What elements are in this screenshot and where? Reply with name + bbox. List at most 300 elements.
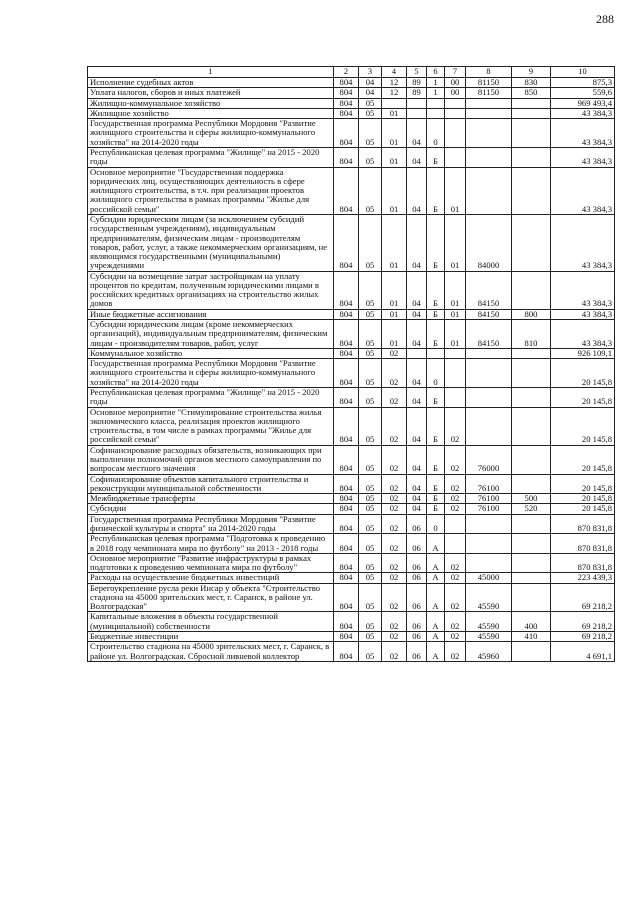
subsection-cell: 02	[382, 474, 407, 494]
direction-cell	[466, 359, 512, 388]
section-cell: 05	[359, 271, 382, 309]
table-row	[88, 642, 615, 662]
event-cell: 02	[445, 474, 466, 494]
gr-code-cell: 804	[334, 147, 359, 167]
program-cell: 06	[407, 573, 427, 583]
row-name: Капитальные вложения в объекты государственной (муниципальной) собственности	[88, 612, 334, 632]
event-cell: 00	[445, 88, 466, 98]
subprogram-cell: Б	[427, 407, 445, 445]
table-row	[88, 271, 615, 309]
expense-type-cell: 520	[512, 504, 551, 514]
amount-cell: 43 384,3	[551, 271, 615, 309]
section-cell: 05	[359, 573, 382, 583]
gr-code-cell: 804	[334, 320, 359, 349]
subprogram-cell: А	[427, 632, 445, 642]
program-cell: 04	[407, 388, 427, 408]
direction-cell	[466, 407, 512, 445]
gr-code-cell: 804	[334, 119, 359, 148]
event-cell: 02	[445, 573, 466, 583]
gr-code-cell: 804	[334, 88, 359, 98]
subsection-cell: 02	[382, 612, 407, 632]
program-cell: 04	[407, 147, 427, 167]
event-cell: 02	[445, 632, 466, 642]
header-cell: 7	[445, 67, 466, 78]
subprogram-cell	[427, 348, 445, 358]
subsection-cell: 02	[382, 514, 407, 534]
subprogram-cell: Б	[427, 504, 445, 514]
expense-type-cell: 500	[512, 494, 551, 504]
budget-table	[87, 66, 615, 662]
gr-code-cell: 804	[334, 583, 359, 612]
program-cell	[407, 98, 427, 108]
subsection-cell: 12	[382, 88, 407, 98]
expense-type-cell	[512, 348, 551, 358]
gr-code-cell: 804	[334, 474, 359, 494]
expense-type-cell: 810	[512, 320, 551, 349]
subsection-cell: 01	[382, 309, 407, 319]
section-cell: 05	[359, 320, 382, 349]
event-cell: 02	[445, 642, 466, 662]
subprogram-cell: 0	[427, 514, 445, 534]
gr-code-cell: 804	[334, 632, 359, 642]
program-cell: 06	[407, 632, 427, 642]
event-cell: 02	[445, 445, 466, 474]
row-name: Расходы на осуществление бюджетных инвестиций	[88, 573, 334, 583]
section-cell: 05	[359, 98, 382, 108]
event-cell	[445, 514, 466, 534]
program-cell: 04	[407, 271, 427, 309]
section-cell: 05	[359, 494, 382, 504]
event-cell: 02	[445, 553, 466, 573]
subsection-cell: 02	[382, 534, 407, 554]
row-name: Субсидии	[88, 504, 334, 514]
gr-code-cell: 804	[334, 504, 359, 514]
row-name: Государственная программа Республики Мордовия "Развитие жилищного строительства и сферы жилищно-коммунального хозяйства" на 2014-2020 годы	[88, 359, 334, 388]
gr-code-cell: 804	[334, 514, 359, 534]
event-cell	[445, 108, 466, 118]
event-cell: 01	[445, 214, 466, 271]
table-row	[88, 108, 615, 118]
gr-code-cell: 804	[334, 214, 359, 271]
table-row	[88, 78, 615, 88]
amount-cell: 20 145,8	[551, 388, 615, 408]
gr-code-cell: 804	[334, 534, 359, 554]
direction-cell	[466, 348, 512, 358]
table-row	[88, 553, 615, 573]
row-name: Жилищно-коммунальное хозяйство	[88, 98, 334, 108]
section-cell: 05	[359, 474, 382, 494]
expense-type-cell	[512, 514, 551, 534]
direction-cell: 84000	[466, 214, 512, 271]
subsection-cell: 02	[382, 407, 407, 445]
subsection-cell: 02	[382, 445, 407, 474]
subprogram-cell: Б	[427, 445, 445, 474]
table-row	[88, 359, 615, 388]
amount-cell: 20 145,8	[551, 504, 615, 514]
expense-type-cell	[512, 167, 551, 214]
amount-cell: 20 145,8	[551, 359, 615, 388]
direction-cell: 84150	[466, 320, 512, 349]
program-cell: 04	[407, 494, 427, 504]
header-cell: 10	[551, 67, 615, 78]
expense-type-cell	[512, 98, 551, 108]
program-cell: 06	[407, 553, 427, 573]
event-cell	[445, 348, 466, 358]
subsection-cell: 02	[382, 504, 407, 514]
program-cell: 04	[407, 320, 427, 349]
gr-code-cell: 804	[334, 348, 359, 358]
subprogram-cell: Б	[427, 167, 445, 214]
amount-cell: 870 831,8	[551, 514, 615, 534]
event-cell	[445, 147, 466, 167]
header-cell: 1	[88, 67, 334, 78]
subprogram-cell: А	[427, 583, 445, 612]
expense-type-cell	[512, 388, 551, 408]
subsection-cell: 02	[382, 573, 407, 583]
subsection-cell: 02	[382, 632, 407, 642]
table-row	[88, 445, 615, 474]
table-row	[88, 612, 615, 632]
event-cell	[445, 359, 466, 388]
table-row	[88, 214, 615, 271]
row-name: Основное мероприятие "Государственная поддержка юридических лиц, осуществляющих деятельность в сфере жилищного строительства, в т.ч. при реализации проектов жилищного строительства в рамках программы "Жилье для российской семьи"	[88, 167, 334, 214]
table-row	[88, 514, 615, 534]
event-cell: 02	[445, 504, 466, 514]
gr-code-cell: 804	[334, 309, 359, 319]
amount-cell: 969 493,4	[551, 98, 615, 108]
program-cell: 04	[407, 359, 427, 388]
row-name: Основное мероприятие "Развитие инфраструктуры в рамках подготовки к проведению чемпионата мира по футболу"	[88, 553, 334, 573]
direction-cell: 45590	[466, 612, 512, 632]
table-row	[88, 573, 615, 583]
table-row	[88, 348, 615, 358]
header-cell: 2	[334, 67, 359, 78]
table-row	[88, 147, 615, 167]
direction-cell: 76100	[466, 474, 512, 494]
row-name: Государственная программа Республики Мордовия "Развитие физической культуры и спорта" на 2014-2020 годы	[88, 514, 334, 534]
amount-cell: 43 384,3	[551, 119, 615, 148]
subsection-cell: 01	[382, 214, 407, 271]
subsection-cell: 02	[382, 348, 407, 358]
section-cell: 05	[359, 388, 382, 408]
row-name: Государственная программа Республики Мордовия "Развитие жилищного строительства и сферы жилищно-коммунального хозяйства" на 2014-2020 годы	[88, 119, 334, 148]
subprogram-cell: А	[427, 612, 445, 632]
table-row	[88, 388, 615, 408]
gr-code-cell: 804	[334, 388, 359, 408]
expense-type-cell: 850	[512, 88, 551, 98]
row-name: Коммунальное хозяйство	[88, 348, 334, 358]
direction-cell	[466, 167, 512, 214]
gr-code-cell: 804	[334, 407, 359, 445]
gr-code-cell: 804	[334, 612, 359, 632]
program-cell: 06	[407, 514, 427, 534]
subsection-cell: 02	[382, 583, 407, 612]
direction-cell: 81150	[466, 78, 512, 88]
amount-cell: 223 439,3	[551, 573, 615, 583]
gr-code-cell: 804	[334, 494, 359, 504]
gr-code-cell: 804	[334, 573, 359, 583]
event-cell: 01	[445, 167, 466, 214]
section-cell: 05	[359, 612, 382, 632]
table-row	[88, 474, 615, 494]
amount-cell: 43 384,3	[551, 108, 615, 118]
amount-cell: 20 145,8	[551, 474, 615, 494]
direction-cell: 45590	[466, 583, 512, 612]
program-cell: 06	[407, 534, 427, 554]
direction-cell: 45590	[466, 632, 512, 642]
gr-code-cell: 804	[334, 553, 359, 573]
direction-cell: 76000	[466, 445, 512, 474]
amount-cell: 43 384,3	[551, 167, 615, 214]
subprogram-cell: Б	[427, 214, 445, 271]
direction-cell: 45960	[466, 642, 512, 662]
subprogram-cell: Б	[427, 271, 445, 309]
row-name: Софинансирование объектов капитального строительства и реконструкции муниципальной собственности	[88, 474, 334, 494]
event-cell: 02	[445, 583, 466, 612]
table-row	[88, 504, 615, 514]
direction-cell: 76100	[466, 494, 512, 504]
header-cell: 5	[407, 67, 427, 78]
row-name: Жилищное хозяйство	[88, 108, 334, 118]
gr-code-cell: 804	[334, 78, 359, 88]
row-name: Иные бюджетные ассигнования	[88, 309, 334, 319]
event-cell: 01	[445, 309, 466, 319]
table-row	[88, 320, 615, 349]
section-cell: 05	[359, 214, 382, 271]
program-cell: 04	[407, 504, 427, 514]
subsection-cell: 02	[382, 553, 407, 573]
section-cell: 05	[359, 359, 382, 388]
event-cell	[445, 388, 466, 408]
event-cell: 01	[445, 271, 466, 309]
amount-cell: 43 384,3	[551, 309, 615, 319]
direction-cell	[466, 98, 512, 108]
amount-cell: 20 145,8	[551, 407, 615, 445]
program-cell: 04	[407, 407, 427, 445]
section-cell: 05	[359, 309, 382, 319]
event-cell: 01	[445, 320, 466, 349]
program-cell: 04	[407, 167, 427, 214]
subprogram-cell: Б	[427, 320, 445, 349]
header-cell: 9	[512, 67, 551, 78]
gr-code-cell: 804	[334, 167, 359, 214]
expense-type-cell	[512, 147, 551, 167]
subprogram-cell: А	[427, 642, 445, 662]
expense-type-cell	[512, 108, 551, 118]
subprogram-cell: Б	[427, 147, 445, 167]
event-cell	[445, 534, 466, 554]
table-row	[88, 534, 615, 554]
event-cell: 00	[445, 78, 466, 88]
subprogram-cell	[427, 98, 445, 108]
amount-cell: 20 145,8	[551, 494, 615, 504]
section-cell: 05	[359, 553, 382, 573]
table-row	[88, 309, 615, 319]
row-name: Межбюджетные трансферты	[88, 494, 334, 504]
subprogram-cell: Б	[427, 494, 445, 504]
event-cell: 02	[445, 494, 466, 504]
subprogram-cell: А	[427, 553, 445, 573]
subsection-cell: 01	[382, 147, 407, 167]
gr-code-cell: 804	[334, 108, 359, 118]
amount-cell: 20 145,8	[551, 445, 615, 474]
table-row	[88, 88, 615, 98]
program-cell: 04	[407, 119, 427, 148]
expense-type-cell	[512, 271, 551, 309]
program-cell	[407, 108, 427, 118]
direction-cell: 81150	[466, 88, 512, 98]
section-cell: 05	[359, 514, 382, 534]
amount-cell: 875,3	[551, 78, 615, 88]
row-name: Исполнение судебных актов	[88, 78, 334, 88]
table-row	[88, 167, 615, 214]
gr-code-cell: 804	[334, 445, 359, 474]
expense-type-cell	[512, 583, 551, 612]
section-cell: 05	[359, 108, 382, 118]
header-cell: 8	[466, 67, 512, 78]
program-cell: 06	[407, 642, 427, 662]
subprogram-cell	[427, 108, 445, 118]
expense-type-cell	[512, 119, 551, 148]
direction-cell: 84150	[466, 309, 512, 319]
direction-cell	[466, 553, 512, 573]
expense-type-cell	[512, 534, 551, 554]
subsection-cell: 02	[382, 388, 407, 408]
row-name: Субсидии на возмещение затрат застройщикам на уплату процентов по кредитам, полученным юридическими лицами в российских кредитных организациях на строительство жилых домов	[88, 271, 334, 309]
subsection-cell: 12	[382, 78, 407, 88]
subprogram-cell: 0	[427, 359, 445, 388]
direction-cell	[466, 534, 512, 554]
direction-cell	[466, 514, 512, 534]
amount-cell: 926 109,1	[551, 348, 615, 358]
section-cell: 05	[359, 632, 382, 642]
amount-cell: 559,6	[551, 88, 615, 98]
expense-type-cell	[512, 214, 551, 271]
expense-type-cell: 400	[512, 612, 551, 632]
subprogram-cell: Б	[427, 309, 445, 319]
header-cell: 6	[427, 67, 445, 78]
subprogram-cell: 0	[427, 119, 445, 148]
program-cell: 04	[407, 445, 427, 474]
table-row	[88, 98, 615, 108]
row-name: Строительство стадиона на 45000 зрительских мест, г. Саранск, в районе ул. Волгоградская. Сбросной ливневой коллектор	[88, 642, 334, 662]
program-cell: 04	[407, 309, 427, 319]
event-cell	[445, 119, 466, 148]
gr-code-cell: 804	[334, 98, 359, 108]
subsection-cell: 01	[382, 320, 407, 349]
subprogram-cell: А	[427, 534, 445, 554]
subsection-cell: 02	[382, 494, 407, 504]
section-cell: 05	[359, 348, 382, 358]
expense-type-cell: 410	[512, 632, 551, 642]
table-header-row	[88, 67, 615, 78]
section-cell: 05	[359, 445, 382, 474]
table-row	[88, 494, 615, 504]
subprogram-cell: Б	[427, 474, 445, 494]
row-name: Субсидии юридическим лицам (за исключением субсидий государственным учреждениям), индивидуальным предпринимателям, физическим лицам - производителям товаров, работ, услуг, а также некоммерческим организациям, не являющимся государственными (муниципальными) учреждениями	[88, 214, 334, 271]
subsection-cell: 01	[382, 108, 407, 118]
row-name: Бюджетные инвестиции	[88, 632, 334, 642]
subsection-cell: 02	[382, 642, 407, 662]
subsection-cell: 01	[382, 119, 407, 148]
amount-cell: 69 218,2	[551, 612, 615, 632]
direction-cell: 76100	[466, 504, 512, 514]
subprogram-cell: 1	[427, 78, 445, 88]
event-cell	[445, 98, 466, 108]
direction-cell	[466, 147, 512, 167]
subsection-cell: 01	[382, 271, 407, 309]
section-cell: 05	[359, 167, 382, 214]
direction-cell	[466, 119, 512, 148]
row-name: Уплата налогов, сборов и иных платежей	[88, 88, 334, 98]
section-cell: 04	[359, 88, 382, 98]
amount-cell: 43 384,3	[551, 214, 615, 271]
direction-cell: 84150	[466, 271, 512, 309]
section-cell: 05	[359, 147, 382, 167]
table-row	[88, 407, 615, 445]
program-cell: 06	[407, 612, 427, 632]
subprogram-cell: А	[427, 573, 445, 583]
gr-code-cell: 804	[334, 642, 359, 662]
header-cell: 3	[359, 67, 382, 78]
gr-code-cell: 804	[334, 271, 359, 309]
program-cell: 89	[407, 88, 427, 98]
amount-cell: 43 384,3	[551, 320, 615, 349]
subprogram-cell: Б	[427, 388, 445, 408]
page-number: 288	[596, 12, 614, 26]
row-name: Берегоукрепление русла реки Инсар у объекта "Строительство стадиона на 45000 зрительских мест, г. Саранск, в районе ул. Волгоградская"	[88, 583, 334, 612]
amount-cell: 870 831,8	[551, 534, 615, 554]
amount-cell: 4 691,1	[551, 642, 615, 662]
row-name: Республиканская целевая программа "Подготовка к проведению в 2018 году чемпионата мира по футболу" на 2013 - 2018 годы	[88, 534, 334, 554]
expense-type-cell	[512, 474, 551, 494]
amount-cell: 870 831,8	[551, 553, 615, 573]
subsection-cell: 01	[382, 167, 407, 214]
section-cell: 05	[359, 504, 382, 514]
header-cell: 4	[382, 67, 407, 78]
amount-cell: 69 218,2	[551, 632, 615, 642]
section-cell: 05	[359, 119, 382, 148]
program-cell: 06	[407, 583, 427, 612]
expense-type-cell: 830	[512, 78, 551, 88]
event-cell: 02	[445, 407, 466, 445]
table-row	[88, 583, 615, 612]
row-name: Республиканская целевая программа "Жилище" на 2015 - 2020 годы	[88, 388, 334, 408]
subsection-cell: 02	[382, 359, 407, 388]
program-cell	[407, 348, 427, 358]
expense-type-cell: 800	[512, 309, 551, 319]
row-name: Основное мероприятие "Стимулирование строительства жилья экономического класса, реализация проектов жилищного строительства, в том числе в рамках программы "Жилье для российской семьи"	[88, 407, 334, 445]
expense-type-cell	[512, 642, 551, 662]
row-name: Софинансирование расходных обязательств, возникающих при выполнении полномочий органов местного самоуправления по вопросам местного значения	[88, 445, 334, 474]
program-cell: 04	[407, 214, 427, 271]
subprogram-cell: 1	[427, 88, 445, 98]
row-name: Субсидии юридическим лицам (кроме некоммерческих организаций), индивидуальным предпринимателям, физическим лицам - производителям товаров, работ, услуг	[88, 320, 334, 349]
row-name: Республиканская целевая программа "Жилище" на 2015 - 2020 годы	[88, 147, 334, 167]
direction-cell	[466, 108, 512, 118]
expense-type-cell	[512, 359, 551, 388]
amount-cell: 69 218,2	[551, 583, 615, 612]
subsection-cell	[382, 98, 407, 108]
gr-code-cell: 804	[334, 359, 359, 388]
table-row	[88, 632, 615, 642]
section-cell: 05	[359, 642, 382, 662]
expense-type-cell	[512, 445, 551, 474]
section-cell: 04	[359, 78, 382, 88]
expense-type-cell	[512, 407, 551, 445]
program-cell: 89	[407, 78, 427, 88]
section-cell: 05	[359, 534, 382, 554]
